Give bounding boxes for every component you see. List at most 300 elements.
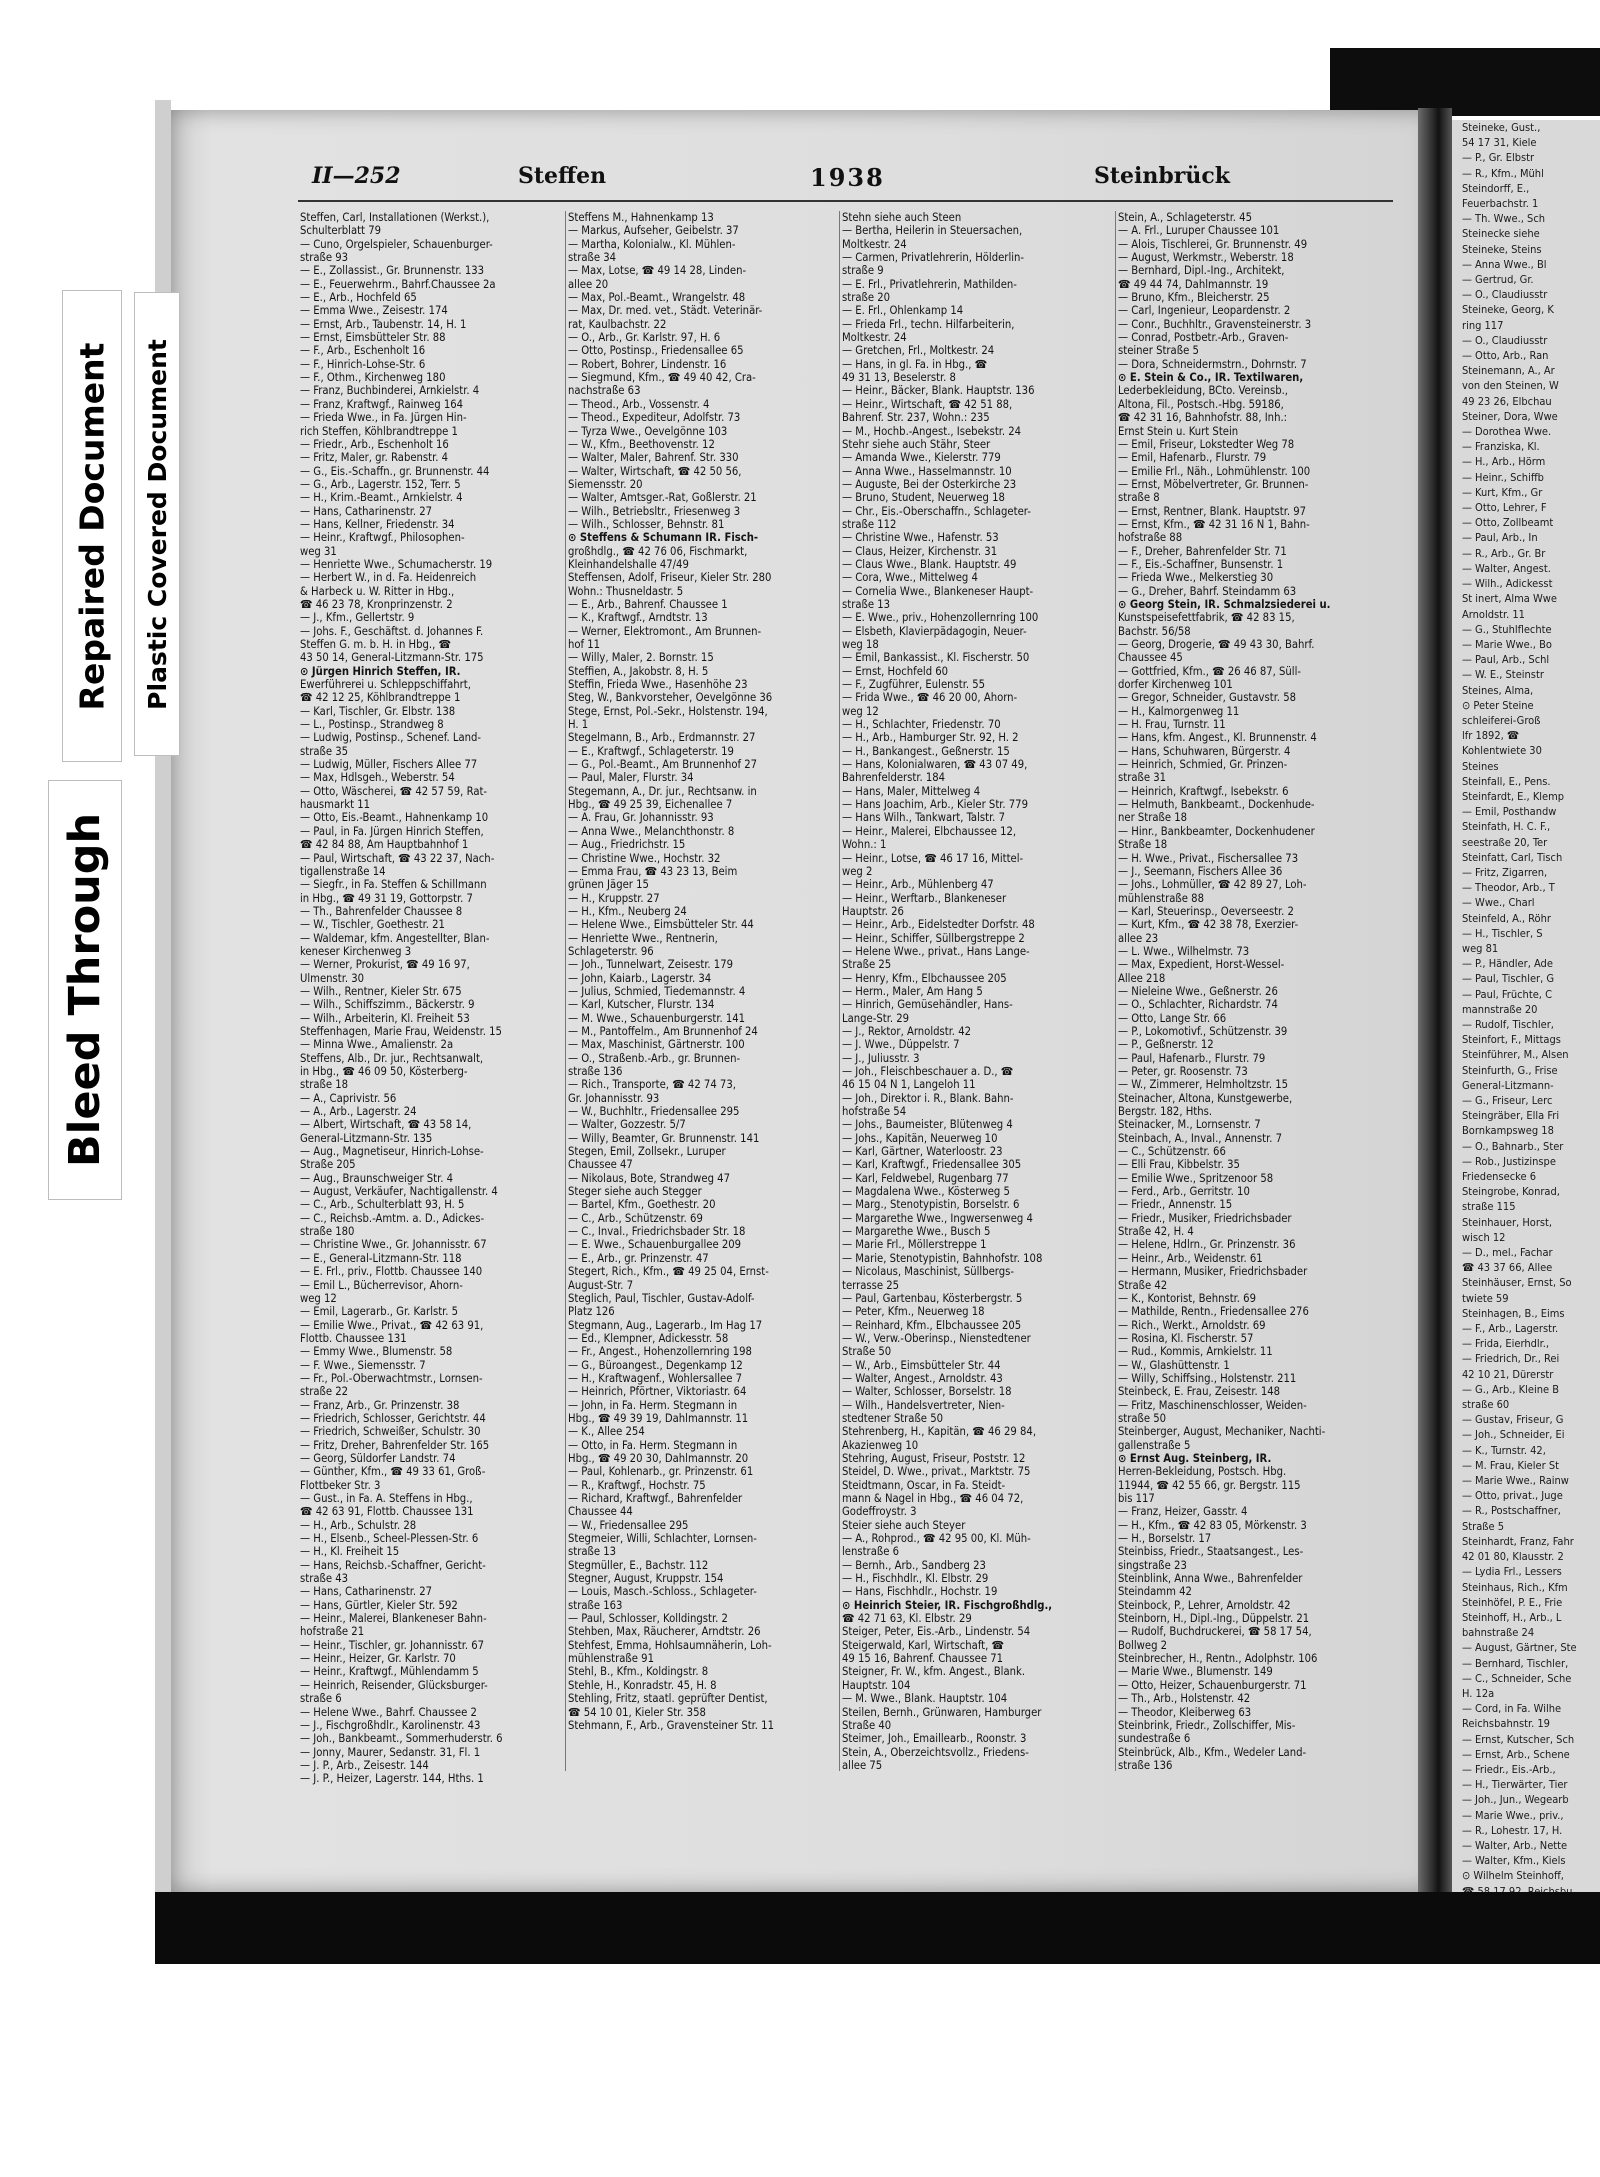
directory-entry-line: Stehl, B., Kfm., Koldingstr. 8 [568, 1665, 709, 1679]
directory-entry-line: — Heinrich, Pförtner, Viktoriastr. 64 [568, 1385, 747, 1399]
directory-entry-line: Steger siehe auch Stegger [568, 1185, 702, 1199]
directory-entry-line: Straße 18 [1118, 838, 1168, 852]
directory-entry-line: — J., Rektor, Arnoldstr. 42 [842, 1024, 971, 1038]
directory-entry-line: — Willy, Beamter, Gr. Brunnenstr. 141 [568, 1131, 760, 1145]
directory-entry-line: Godeffroystr. 3 [842, 1505, 917, 1519]
directory-entry-line: — Claus, Heizer, Kirchenstr. 31 [842, 544, 998, 558]
directory-entry-line: — Elli Frau, Kibbelstr. 35 [1118, 1158, 1240, 1172]
directory-entry-line: Straße 42, H. 4 [1118, 1225, 1194, 1239]
directory-entry-line: — Fritz, Dreher, Bahrenfelder Str. 165 [300, 1438, 490, 1452]
directory-entry-line: — H., Kruppstr. 27 [568, 891, 660, 905]
directory-entry-line: Stehr siehe auch Stähr, Steer [842, 437, 991, 451]
directory-entry-line: — Otto, Lange Str. 66 [1118, 1011, 1227, 1025]
directory-entry-line: — H., Krim.-Beamt., Arnkielstr. 4 [300, 491, 463, 505]
directory-entry-line: lenstraße 6 [842, 1545, 899, 1559]
directory-entry-line: — Anna Wwe., Hasselmannstr. 10 [842, 464, 1012, 478]
directory-entry-line: nachstraße 63 [568, 384, 641, 398]
facing-page-entry-line: twiete 59 [1462, 1291, 1509, 1305]
facing-page-entry-line: Kohlentwiete 30 [1462, 744, 1542, 758]
directory-entry-line: — Rud., Kommis, Arnkielstr. 11 [1118, 1345, 1273, 1359]
directory-entry-line: — F., Eis.-Schaffner, Bunsenstr. 1 [1118, 557, 1284, 571]
directory-entry-line: — H., Arb., Hamburger Str. 92, H. 2 [842, 731, 1019, 745]
facing-page-entry-line: Friedensecke 6 [1462, 1170, 1537, 1184]
directory-entry-line: straße 22 [300, 1385, 349, 1399]
directory-entry-line: — Ernst, Möbelvertreter, Gr. Brunnen- [1118, 477, 1309, 491]
directory-entry-line: — E., Arb., Hochfeld 65 [300, 291, 417, 305]
directory-entry-line: — G., Arb., Lagerstr. 152, Terr. 5 [300, 477, 461, 491]
facing-page-entry-line: — P., Händler, Ade [1462, 957, 1553, 971]
facing-page-entry-line: — Friedr., Eis.-Arb., [1462, 1762, 1556, 1776]
directory-entry-line: — C., Reichsb.-Amtm. a. D., Adickes- [300, 1211, 485, 1225]
directory-entry-line: — Heinr., Arb., Weidenstr. 61 [1118, 1251, 1263, 1265]
directory-entry-line: — Gretchen, Frl., Moltkestr. 24 [842, 344, 995, 358]
directory-entry-line: — Heinr., Arb., Mühlenberg 47 [842, 878, 994, 892]
directory-entry-line: — Hans, kfm. Angest., Kl. Brunnenstr. 4 [1118, 731, 1317, 745]
facing-page-entry-line: seestraße 20, Ter [1462, 835, 1548, 849]
directory-entry-line: — Helene Wwe., privat., Hans Lange- [842, 944, 1030, 958]
book-gutter [1418, 108, 1452, 1898]
directory-entry-line: straße 31 [1118, 771, 1167, 785]
directory-entry-line: — Christine Wwe., Hochstr. 32 [568, 851, 721, 865]
facing-page-entry-line: wisch 12 [1462, 1230, 1506, 1244]
directory-entry-line: — Wilh., Schlosser, Behnstr. 81 [568, 517, 725, 531]
facing-page-entry-line: straße 60 [1462, 1398, 1510, 1412]
directory-entry-line: — Ernst, Rentner, Blank. Hauptstr. 97 [1118, 504, 1307, 518]
directory-entry-line: Moltkestr. 24 [842, 237, 907, 251]
directory-entry-line: — M. Wwe., Schauenburgerstr. 141 [568, 1011, 746, 1025]
facing-page-entry-line: — Kurt, Kfm., Gr [1462, 485, 1543, 499]
directory-entry-line: Steffen, Carl, Installationen (Werkst.), [300, 211, 490, 224]
directory-entry-line: Steinbiss, Friedr., Staatsangest., Les- [1118, 1545, 1304, 1559]
directory-entry-line: — Auguste, Bei der Osterkirche 23 [842, 477, 1017, 491]
directory-entry-line: — H., Fischhdlr., Kl. Elbstr. 29 [842, 1572, 989, 1586]
facing-page-entry-line: Steiner, Dora, Wwe [1462, 409, 1558, 423]
header-rule [298, 200, 1393, 202]
facing-page-entry-line: — D., mel., Fachar [1462, 1246, 1553, 1260]
directory-entry-line: Steinblink, Anna Wwe., Bahrenfelder [1118, 1572, 1303, 1586]
directory-entry-line: — Heinrich, Kraftwgf., Isebekstr. 6 [1118, 784, 1289, 798]
directory-entry-line: — Bernhard, Dipl.-Ing., Architekt, [1118, 264, 1285, 278]
directory-entry-line: — E. Frl., Privatlehrerin, Mathilden- [842, 277, 1017, 291]
directory-entry-line: Kleinhandelshalle 47/49 [568, 557, 689, 571]
facing-page-entry-line: Steinfatt, Carl, Tisch [1462, 850, 1563, 864]
directory-entry-line: — M. Wwe., Blank. Hauptstr. 104 [842, 1692, 1008, 1706]
directory-entry-line: Ulmenstr. 30 [300, 971, 365, 985]
facing-page-entry-line: H. 12a [1462, 1686, 1495, 1700]
directory-entry-line: — Henriette Wwe., Rentnerin, [568, 931, 718, 945]
directory-entry-line: — G., Pol.-Beamt., Am Brunnenhof 27 [568, 758, 758, 772]
directory-entry-line: Stehmann, F., Arb., Gravensteiner Str. 11 [568, 1718, 774, 1732]
directory-entry-line: — Peter, Kfm., Neuerweg 18 [842, 1305, 985, 1319]
directory-entry-line: — H. Frau, Turnstr. 11 [1118, 718, 1226, 732]
facing-page-entry-line: ☎ 43 37 66, Allee [1462, 1261, 1553, 1275]
directory-entry-line: — Günther, Kfm., ☎ 49 33 61, Groß- [300, 1465, 486, 1479]
directory-entry-line: — Helene Wwe., Bahrf. Chaussee 2 [300, 1705, 477, 1719]
facing-page-entry-line: — G., Friseur, Lerc [1462, 1094, 1553, 1107]
directory-entry-line: Siemensstr. 20 [568, 477, 643, 491]
directory-entry-line: straße 136 [1118, 1758, 1173, 1772]
facing-page-entry-line: — Friedrich, Dr., Rei [1462, 1352, 1560, 1366]
header-year: 1938 [810, 163, 885, 192]
facing-page-entry-line: — Marie Wwe., Rainw [1462, 1474, 1569, 1488]
directory-entry-line: — Emilie Wwe., Spritzenoor 58 [1118, 1171, 1274, 1185]
label-repaired-document [62, 290, 122, 762]
directory-entry-line: Steffens, Alb., Dr. jur., Rechtsanwalt, [300, 1051, 484, 1065]
directory-entry-line: — Max, Pol.-Beamt., Wrangelstr. 48 [568, 291, 746, 305]
directory-entry-line: — Heinr., Lotse, ☎ 46 17 16, Mittel- [842, 851, 1024, 865]
directory-entry-line: — Bartel, Kfm., Goethestr. 20 [568, 1198, 716, 1212]
directory-entry-line: — J., Kfm., Gellertstr. 9 [300, 611, 415, 625]
facing-page-fragment [1452, 120, 1600, 1892]
directory-entry-line: — Hans Joachim, Arb., Kieler Str. 779 [842, 798, 1028, 812]
facing-page-entry-line: Reichsbahnstr. 19 [1462, 1717, 1550, 1731]
directory-entry-line: — Ludwig, Müller, Fischers Allee 77 [300, 758, 478, 772]
directory-entry-line: — H., Borselstr. 17 [1118, 1532, 1212, 1546]
directory-entry-line: — W., Tischler, Goethestr. 21 [300, 918, 445, 932]
directory-entry-line: — Walter, Gozzestr. 5/7 [568, 1118, 686, 1132]
scan-margin-top [0, 0, 1600, 48]
directory-entry-line: — Johs., Lohmüller, ☎ 42 89 27, Loh- [1118, 878, 1307, 892]
directory-entry-line: — Friedr., Arb., Eschenholt 16 [300, 437, 449, 451]
directory-entry-line: rat, Kaulbachstr. 22 [568, 317, 667, 331]
facing-page-entry-line: Steinhöfel, P. E., Frie [1462, 1595, 1563, 1609]
scanner-background-top-right [1330, 48, 1600, 116]
facing-page-entry-line: — Otto, Zollbeamt [1462, 516, 1554, 530]
directory-entry-line: ☎ 42 84 88, Am Hauptbahnhof 1 [300, 838, 469, 852]
directory-entry-line: ⊙ Georg Stein, IR. Schmalzsiederei u. [1118, 597, 1331, 611]
directory-entry-line: Steinbrecher, H., Rentn., Adolphstr. 106 [1118, 1652, 1318, 1666]
directory-entry-line: — Rich., Transporte, ☎ 42 74 73, [568, 1078, 736, 1092]
label-bleed-text: Bleed Through [60, 812, 111, 1168]
facing-page-entry-line: schleiferei-Groß [1462, 713, 1541, 727]
facing-page-entry-line: — Walter, Arb., Nette [1462, 1838, 1568, 1852]
directory-entry-line: — E., Feuerwehrm., Bahrf.Chaussee 2a [300, 277, 496, 291]
directory-entry-line: — C., Schützenstr. 66 [1118, 1145, 1226, 1159]
directory-entry-line: — Heinr., Werftarb., Blankeneser [842, 891, 1007, 905]
directory-entry-line: — Heinrich, Schmied, Gr. Prinzen- [1118, 758, 1288, 772]
directory-entry-line: — Martha, Kolonialw., Kl. Mühlen- [568, 237, 736, 251]
directory-entry-line: — Hans, Catharinenstr. 27 [300, 504, 433, 518]
directory-entry-line: hofstraße 88 [1118, 531, 1183, 545]
directory-entry-line: hausmarkt 11 [300, 798, 371, 812]
directory-entry-line: 11944, ☎ 42 55 66, gr. Bergstr. 115 [1118, 1478, 1301, 1492]
facing-page-entry-line: — F., Arb., Lagerstr. [1462, 1322, 1559, 1336]
directory-entry-line: — Heinr., Malerei, Blankeneser Bahn- [300, 1612, 487, 1626]
directory-entry-line: — Karl, Feldwebel, Rugenbarg 77 [842, 1171, 1009, 1185]
directory-entry-line: — Conrad, Postbetr.-Arb., Graven- [1118, 331, 1289, 345]
directory-entry-line: — Cuno, Orgelspieler, Schauenburger- [300, 237, 493, 251]
facing-page-entry-line: — O., Bahnarb., Ster [1462, 1139, 1564, 1153]
directory-entry-line: — Max, Hdlsgeh., Weberstr. 54 [300, 771, 455, 785]
directory-entry-line: — J. Wwe., Düppelstr. 7 [842, 1038, 960, 1052]
directory-entry-line: — F. Wwe., Siemensstr. 7 [300, 1358, 426, 1372]
directory-entry-line: — Friedrich, Schlosser, Gerichtstr. 44 [300, 1411, 486, 1425]
facing-page-entry-line: Steinhaus, Rich., Kfm [1462, 1580, 1568, 1594]
directory-column-2 [568, 211, 836, 1771]
directory-entry-line: mühlenstraße 91 [568, 1652, 654, 1666]
facing-page-entry-line: — Gertrud, Gr. [1462, 273, 1534, 287]
facing-page-entry-line: 42 10 21, Dürerstr [1462, 1367, 1554, 1381]
facing-page-entry-line: — Marie Wwe., Bo [1462, 637, 1552, 651]
directory-entry-line: Stein, A., Oberzeichtsvollz., Friedens- [842, 1745, 1029, 1759]
facing-page-entry-line: lfr 1892, ☎ [1462, 729, 1520, 743]
facing-page-entry-line: St inert, Alma Wwe [1462, 592, 1557, 606]
directory-entry-line: — Cora, Wwe., Mittelweg 4 [842, 571, 978, 585]
directory-entry-line: — Otto, Heizer, Schauenburgerstr. 71 [1118, 1678, 1307, 1692]
directory-entry-line: Steigerwald, Karl, Wirtschaft, ☎ [842, 1638, 1005, 1652]
directory-entry-line: — Bruno, Kfm., Bleicherstr. 25 [1118, 291, 1270, 305]
facing-page-entry-line: straße 115 [1462, 1200, 1516, 1214]
directory-entry-line: 49 15 16, Bahrenf. Chaussee 71 [842, 1652, 1004, 1666]
directory-entry-line: — Ferd., Arb., Gerritstr. 10 [1118, 1185, 1250, 1199]
directory-entry-line: gallenstraße 5 [1118, 1438, 1191, 1452]
facing-page-entry-line: — Frida, Eierhdlr., [1462, 1337, 1549, 1351]
directory-entry-line: — J., Juliusstr. 3 [842, 1051, 920, 1065]
facing-page-entry-line: Straße 5 [1462, 1519, 1505, 1533]
directory-entry-line: — A., Rohprod., ☎ 42 95 00, Kl. Müh- [842, 1532, 1031, 1546]
directory-entry-line: — J. P., Arb., Zeisestr. 144 [300, 1758, 429, 1772]
directory-entry-line: — A. Frl., Luruper Chaussee 101 [1118, 224, 1280, 238]
directory-entry-line: — G., Eis.-Schaffn., gr. Brunnenstr. 44 [300, 464, 490, 478]
directory-entry-line: Altona, Fil., Postsch.-Hbg. 59186, [1118, 397, 1284, 411]
facing-page-entry-line: Steinhagen, B., Eims [1462, 1306, 1565, 1320]
directory-entry-line: — Joh., Tunnelwart, Zeisestr. 179 [568, 958, 734, 972]
directory-entry-line: ☎ 42 63 91, Flottb. Chaussee 131 [300, 1505, 474, 1519]
directory-entry-line: — Friedr., Musiker, Friedrichsbader [1118, 1211, 1292, 1225]
facing-page-entry-line: von den Steinen, W [1462, 379, 1559, 393]
directory-entry-line: — Frieda Wwe., Melkerstieg 30 [1118, 571, 1274, 585]
directory-entry-line: — Marie Wwe., Blumenstr. 149 [1118, 1665, 1273, 1679]
directory-entry-line: Steinbrück, Alb., Kfm., Wedeler Land- [1118, 1745, 1307, 1759]
facing-page-entry-line: — K., Turnstr. 42, [1462, 1443, 1546, 1457]
directory-entry-line: rich Steffen, Köhlbrandtreppe 1 [300, 424, 458, 438]
directory-entry-line: straße 43 [300, 1572, 349, 1586]
directory-entry-line: Stegert, Rich., Kfm., ☎ 49 25 04, Ernst- [568, 1265, 769, 1279]
directory-entry-line: — John, Kaiarb., Lagerstr. 34 [568, 971, 712, 985]
facing-page-entry-line: — R., Arb., Gr. Br [1462, 546, 1546, 560]
facing-page-entry-line: Steineke, Georg, K [1462, 303, 1554, 317]
directory-entry-line: Akazienweg 10 [842, 1438, 919, 1452]
directory-entry-line: — Karl, Tischler, Gr. Elbstr. 138 [300, 704, 456, 718]
directory-entry-line: Chaussee 47 [568, 1158, 633, 1172]
directory-entry-line: — Rich., Werkt., Arnoldstr. 69 [1118, 1318, 1266, 1332]
directory-entry-line: mühlenstraße 88 [1118, 891, 1204, 905]
facing-page-entry-line: weg 81 [1462, 941, 1499, 955]
directory-entry-line: stedtener Straße 50 [842, 1411, 943, 1425]
directory-entry-line: straße 9 [842, 264, 884, 278]
directory-entry-line: — E. Frl., priv., Flottb. Chaussee 140 [300, 1265, 483, 1279]
directory-entry-line: — Paul, Kohlenarb., gr. Prinzenstr. 61 [568, 1465, 754, 1479]
directory-entry-line: — Hinrich, Gemüsehändler, Hans- [842, 998, 1013, 1012]
facing-page-entry-line: — M. Frau, Kieler St [1462, 1458, 1559, 1472]
directory-entry-line: Kunstspeisefettfabrik, ☎ 42 83 15, [1118, 611, 1295, 625]
facing-page-entry-line: Steinecke siehe [1462, 227, 1540, 241]
directory-entry-line: Hbg., ☎ 49 39 19, Dahlmannstr. 11 [568, 1411, 749, 1425]
directory-entry-line: — C., Arb., Schulterblatt 93, H. 5 [300, 1198, 465, 1212]
directory-entry-line: — M., Hochb.-Angest., Isebekstr. 24 [842, 424, 1022, 438]
directory-entry-line: — Hans, in gl. Fa. in Hbg., ☎ [842, 357, 988, 371]
directory-entry-line: Stegner, August, Kruppstr. 154 [568, 1572, 724, 1586]
directory-entry-line: Ewerführerei u. Schleppschiffahrt, [300, 678, 471, 692]
facing-page-entry-line: — Fritz, Zigarren, [1462, 865, 1548, 879]
directory-entry-line: — Ludwig, Postinsp., Schenef. Land- [300, 731, 482, 745]
directory-entry-line: Steindamm 42 [1118, 1585, 1192, 1599]
directory-entry-line: — Margarethe Wwe., Ingwersenweg 4 [842, 1211, 1033, 1225]
directory-entry-line: — H., Kfm., Neuberg 24 [568, 904, 687, 918]
directory-entry-line: — A., Arb., Lagerstr. 24 [300, 1105, 417, 1119]
directory-entry-line: — Siegmund, Kfm., ☎ 49 40 42, Cra- [568, 371, 756, 385]
directory-entry-line: — Heinr., Bäcker, Blank. Hauptstr. 136 [842, 384, 1035, 398]
directory-entry-line: — Jonny, Maurer, Sedanstr. 31, Fl. 1 [300, 1745, 481, 1759]
directory-entry-line: — A., Caprivistr. 56 [300, 1091, 397, 1105]
directory-entry-line: — Max, Maschinist, Gärtnerstr. 100 [568, 1038, 745, 1052]
directory-entry-line: — Fritz, Maschinenschlosser, Weiden- [1118, 1398, 1307, 1412]
facing-page-entry-line: Steines, Alma, [1462, 683, 1534, 697]
directory-entry-line: — P., Geßnerstr. 12 [1118, 1038, 1214, 1052]
directory-entry-line: 46 15 04 N 1, Langeloh 11 [842, 1078, 976, 1092]
directory-entry-line: — Elsbeth, Klavierpädagogin, Neuer- [842, 624, 1027, 638]
directory-entry-line: — Joh., Bankbeamt., Sommerhuderstr. 6 [300, 1732, 503, 1746]
directory-entry-line: — Werner, Elektromont., Am Brunnen- [568, 624, 762, 638]
directory-entry-line: — J. P., Heizer, Lagerstr. 144, Hths. 1 [300, 1772, 484, 1786]
directory-entry-line: Straße 25 [842, 958, 892, 972]
label-plastic-text: Plastic Covered Document [142, 338, 172, 710]
facing-page-entry-line: ⊙ Peter Steine [1462, 698, 1534, 712]
directory-entry-line: — H., Kalmorgenweg 11 [1118, 704, 1240, 718]
directory-entry-line: — Werner, Prokurist, ☎ 49 16 97, [300, 958, 470, 972]
directory-entry-line: bis 117 [1118, 1492, 1155, 1505]
facing-page-entry-line: — Wwe., Charl [1462, 896, 1535, 910]
directory-entry-line: — Henriette Wwe., Schumacherstr. 19 [300, 557, 493, 571]
directory-entry-line: — O., Schlachter, Richardstr. 74 [1118, 998, 1278, 1012]
directory-entry-line: ⊙ E. Stein & Co., IR. Textilwaren, [1118, 371, 1304, 385]
directory-entry-line: — Carl, Ingenieur, Leopardenstr. 2 [1118, 304, 1291, 318]
directory-entry-line: Steier siehe auch Steyer [842, 1518, 966, 1532]
facing-page-entry-line: ⊙ Wilhelm Steinhoff, [1462, 1869, 1564, 1883]
directory-entry-line: — Th., Bahrenfelder Chaussee 8 [300, 904, 463, 918]
directory-entry-line: Chaussee 45 [1118, 651, 1183, 665]
directory-entry-line: — Hans, Fischhdlr., Hochstr. 19 [842, 1585, 998, 1599]
directory-entry-line: Steglich, Paul, Tischler, Gustav-Adolf- [568, 1291, 755, 1305]
facing-page-entry-line: — C., Schneider, Sche [1462, 1671, 1572, 1685]
directory-entry-line: straße 13 [842, 597, 891, 611]
directory-entry-line: straße 18 [300, 1078, 349, 1092]
facing-page-entry-line: — Heinr., Schiffb [1462, 470, 1544, 484]
directory-entry-line: ☎ 42 31 16, Bahnhofstr. 88, Inh.: [1118, 411, 1288, 425]
directory-entry-line: — Georg, Drogerie, ☎ 49 43 30, Bahrf. [1118, 638, 1315, 651]
directory-entry-line: — Georg, Süldorfer Landstr. 74 [300, 1451, 456, 1465]
facing-page-entry-line: — P., Gr. Elbstr [1462, 151, 1535, 165]
directory-entry-line: — August, Werkmstr., Weberstr. 18 [1118, 251, 1294, 265]
directory-entry-line: — F., Arb., Eschenholt 16 [300, 344, 426, 358]
directory-entry-line: — H., Elsenb., Scheel-Plessen-Str. 6 [300, 1532, 479, 1546]
directory-entry-line: Stegmüller, E., Bachstr. 112 [568, 1558, 709, 1572]
directory-entry-line: — Claus Wwe., Blank. Hauptstr. 49 [842, 557, 1017, 571]
facing-page-entry-line: — G., Arb., Kleine B [1462, 1382, 1560, 1396]
directory-entry-line: — Margarethe Wwe., Busch 5 [842, 1225, 991, 1239]
directory-entry-line: — R., Kraftwgf., Hochstr. 75 [568, 1478, 706, 1492]
directory-entry-line: Steinbach, A., Inval., Annenstr. 7 [1118, 1131, 1283, 1145]
directory-entry-line: — W., Zimmerer, Helmholtzstr. 15 [1118, 1078, 1289, 1092]
label-plastic-covered-document [134, 292, 180, 756]
facing-page-entry-line: Steindorff, E., [1462, 181, 1530, 195]
directory-entry-line: straße 112 [842, 517, 897, 531]
facing-page-entry-line: — Dorothea Wwe. [1462, 425, 1552, 439]
directory-entry-line: tigallenstraße 14 [300, 864, 386, 878]
facing-page-entry-line: Steinfort, F., Mittags [1462, 1033, 1561, 1047]
directory-entry-line: ner Straße 18 [1118, 811, 1188, 825]
directory-entry-line: in Hbg., ☎ 46 09 50, Kösterberg- [300, 1065, 468, 1078]
label-repaired-text: Repaired Document [72, 342, 112, 710]
facing-page-entry-line: — O., Claudiusstr [1462, 333, 1548, 347]
directory-entry-line: — Friedrich, Schweißer, Schulstr. 30 [300, 1425, 481, 1439]
directory-entry-line: hof 11 [568, 638, 601, 651]
directory-entry-line: — Anna Wwe., Melanchthonstr. 8 [568, 824, 735, 838]
directory-entry-line: Straße 40 [842, 1718, 892, 1732]
directory-entry-line: — Helene, Hdlrn., Gr. Prinzenstr. 36 [1118, 1238, 1296, 1252]
directory-entry-line: — H., Arb., Schulstr. 28 [300, 1518, 417, 1532]
directory-entry-line: — Heinr., Malerei, Elbchaussee 12, [842, 824, 1017, 838]
facing-page-entry-line: — Walter, Kfm., Kiels [1462, 1854, 1566, 1868]
directory-entry-line: Stege, Ernst, Pol.-Sekr., Holstenstr. 194, [568, 704, 768, 718]
directory-entry-line: straße 163 [568, 1598, 623, 1612]
directory-entry-line: ⊙ Heinrich Steier, IR. Fischgroßhdlg., [842, 1598, 1053, 1612]
facing-page-entry-line: General-Litzmann- [1462, 1078, 1554, 1092]
facing-page-entry-line: — Anna Wwe., Bl [1462, 257, 1547, 271]
directory-entry-line: Stehrenberg, H., Kapitän, ☎ 46 29 84, [842, 1425, 1037, 1439]
directory-entry-line: Herren-Bekleidung, Postsch. Hbg. [1118, 1465, 1287, 1479]
directory-entry-line: — Heinr., Heizer, Gr. Karlstr. 70 [300, 1652, 456, 1666]
directory-entry-line: Flottbeker Str. 3 [300, 1478, 381, 1492]
directory-entry-line: — Paul, in Fa. Jürgen Hinrich Steffen, [300, 824, 484, 838]
facing-page-entry-line: — W. E., Steinstr [1462, 668, 1544, 682]
directory-entry-line: — Paul, Schlosser, Kolldingstr. 2 [568, 1612, 728, 1626]
directory-entry-line: — H. Wwe., Privat., Fischersallee 73 [1118, 851, 1299, 865]
directory-entry-line: — E. Wwe., Schauenburgallee 209 [568, 1238, 742, 1252]
facing-page-entry-line: mannstraße 20 [1462, 1002, 1538, 1016]
facing-page-entry-line: Steinemann, A., Ar [1462, 364, 1555, 378]
directory-entry-line: grünen Jäger 15 [568, 878, 649, 892]
directory-entry-line: in Hbg., ☎ 49 31 19, Gottorpstr. 7 [300, 891, 473, 905]
directory-entry-line: Steffien, A., Jakobstr. 8, H. 5 [568, 664, 709, 678]
directory-entry-line: — Walter, Schlosser, Borselstr. 18 [842, 1385, 1012, 1399]
facing-page-entry-line: 42 01 80, Klausstr. 2 [1462, 1550, 1564, 1564]
facing-page-entry-line: — Rob., Justizinspe [1462, 1154, 1556, 1168]
directory-entry-line: — Wilh., Handelsvertreter, Nien- [842, 1398, 1005, 1412]
directory-entry-line: — C., Arb., Schützenstr. 69 [568, 1211, 703, 1225]
directory-entry-line: terrasse 25 [842, 1278, 900, 1292]
facing-page-entry-line: Steineke, Gust., [1462, 121, 1541, 134]
directory-entry-line: keneser Kirchenweg 3 [300, 944, 412, 958]
directory-entry-line: — K., Allee 254 [568, 1425, 645, 1439]
facing-page-entry-line: Steinfath, H. C. F., [1462, 820, 1551, 834]
directory-entry-line: — Max, Lotse, ☎ 49 14 28, Linden- [568, 264, 747, 278]
directory-entry-line: Steinborn, H., Dipl.-Ing., Düppelstr. 21 [1118, 1612, 1310, 1626]
directory-entry-line: — Louis, Masch.-Schloss., Schlageter- [568, 1585, 757, 1599]
directory-entry-line: — Emil, Lagerarb., Gr. Karlstr. 5 [300, 1305, 459, 1319]
directory-entry-line: straße 93 [300, 251, 349, 265]
facing-page-entry-line: — August, Gärtner, Ste [1462, 1641, 1577, 1655]
directory-entry-line: — G., Büroangest., Degenkamp 12 [568, 1358, 743, 1372]
directory-entry-line: — Wilh., Betriebsltr., Friesenweg 3 [568, 504, 741, 518]
label-bleed-through [48, 780, 122, 1200]
directory-entry-line: straße 8 [1118, 491, 1160, 505]
directory-entry-line: 49 31 13, Beselerstr. 8 [842, 371, 956, 385]
directory-entry-line: Straße 50 [842, 1345, 892, 1359]
directory-entry-line: — Hans, Kolonialwaren, ☎ 43 07 49, [842, 758, 1028, 772]
facing-page-entry-line: — Otto, privat., Juge [1462, 1489, 1563, 1503]
directory-entry-line: Lange-Str. 29 [842, 1011, 910, 1025]
